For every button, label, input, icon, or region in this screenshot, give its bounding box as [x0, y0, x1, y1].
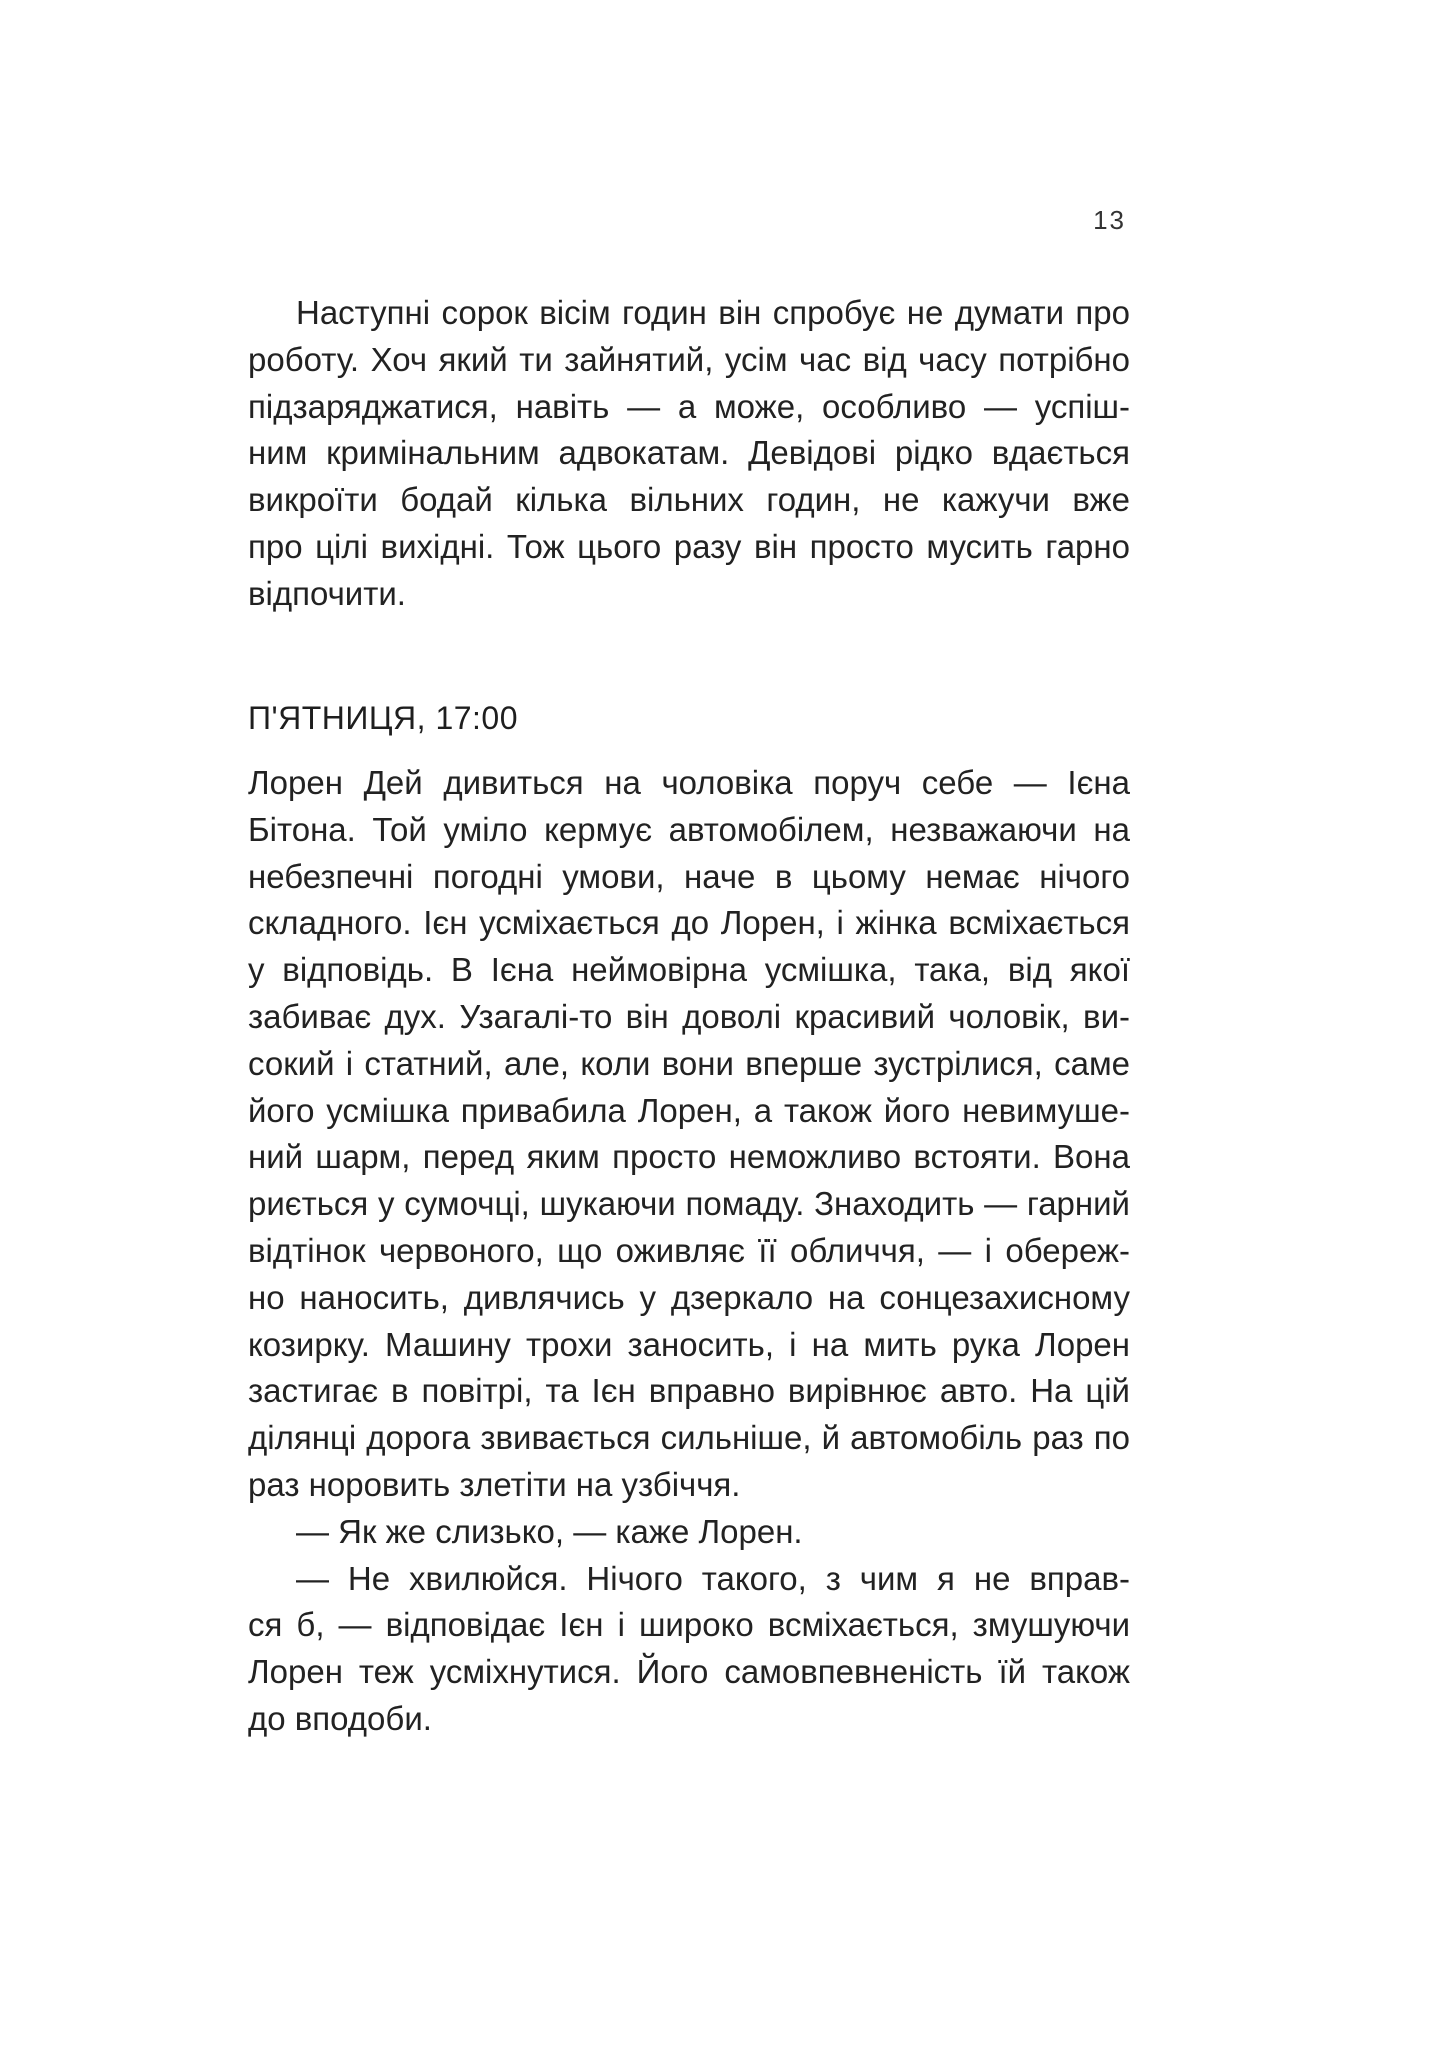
text-line: підзаряджатися, навіть — а може, особливо — успіш- [248, 387, 1130, 425]
text-line: козирку. Машину трохи заносить, і на мить рука Лорен [248, 1325, 1130, 1363]
section-heading: П'ЯТНИЦЯ, 17:00 [248, 700, 519, 736]
text-line: Лорен Дей дивиться на чоловіка поруч себе — Ієна [248, 764, 1130, 801]
text-line: небезпечні погодні умови, наче в цьому немає нічого [248, 857, 1130, 895]
text-line: сокий і статний, але, коли вони вперше зустрілися, саме [248, 1044, 1130, 1082]
text-line: Наступні сорок вісім годин він спробує не думати про [296, 294, 1130, 331]
text-line: до вподоби. [248, 1699, 432, 1737]
text-line: Лорен теж усміхнутися. Його самовпевненість їй також [248, 1653, 1130, 1691]
text-line: но наносить, дивлячись у дзеркало на сонцезахисному [248, 1278, 1130, 1316]
body-text [248, 760, 1130, 1743]
text-line: Бітона. Той уміло кермує автомобілем, незважаючи на [248, 810, 1130, 848]
text-line: складного. Ієн усміхається до Лорен, і жінка всміхається [248, 904, 1130, 942]
intro-paragraph [248, 290, 1130, 618]
text-line: ся б, — відповідає Ієн і широко всміхається, змушуючи [248, 1606, 1130, 1644]
text-line: застигає в повітрі, та Ієн вправно вирівнює авто. На цій [248, 1372, 1130, 1410]
text-line: забиває дух. Узагалі-то він доволі красивий чоловік, ви- [248, 997, 1130, 1035]
text-line: його усмішка привабила Лорен, а також його невимуше- [248, 1091, 1130, 1129]
text-line: у відповідь. В Ієна неймовірна усмішка, така, від якої [248, 951, 1130, 989]
text-line: риється у сумочці, шукаючи помаду. Знаходить — гарний [248, 1185, 1130, 1223]
text-line: відтінок червоного, що оживляє її обличчя, — і обереж- [248, 1231, 1130, 1269]
page-number: 13 [1093, 205, 1126, 235]
text-line: ним кримінальним адвокатам. Девідові рідко вдається [248, 434, 1130, 472]
dialogue-line: — Як же слизько, — каже Лорен. [296, 1512, 803, 1550]
text-line: відпочити. [248, 574, 406, 612]
text-line: викроїти бодай кілька вільних годин, не кажучи вже [248, 481, 1130, 519]
text-line: про цілі вихідні. Тож цього разу він просто мусить гарно [248, 527, 1130, 565]
dialogue-line: — Не хвилюйся. Нічого такого, з чим я не вправ- [296, 1559, 1130, 1597]
text-line: раз норовить злетіти на узбіччя. [248, 1465, 741, 1503]
text-line: ний шарм, перед яким просто неможливо встояти. Вона [248, 1138, 1130, 1176]
text-line: ділянці дорога звивається сильніше, й автомобіль раз по [248, 1419, 1130, 1457]
text-line: роботу. Хоч який ти зайнятий, усім час від часу потрібно [248, 340, 1130, 378]
